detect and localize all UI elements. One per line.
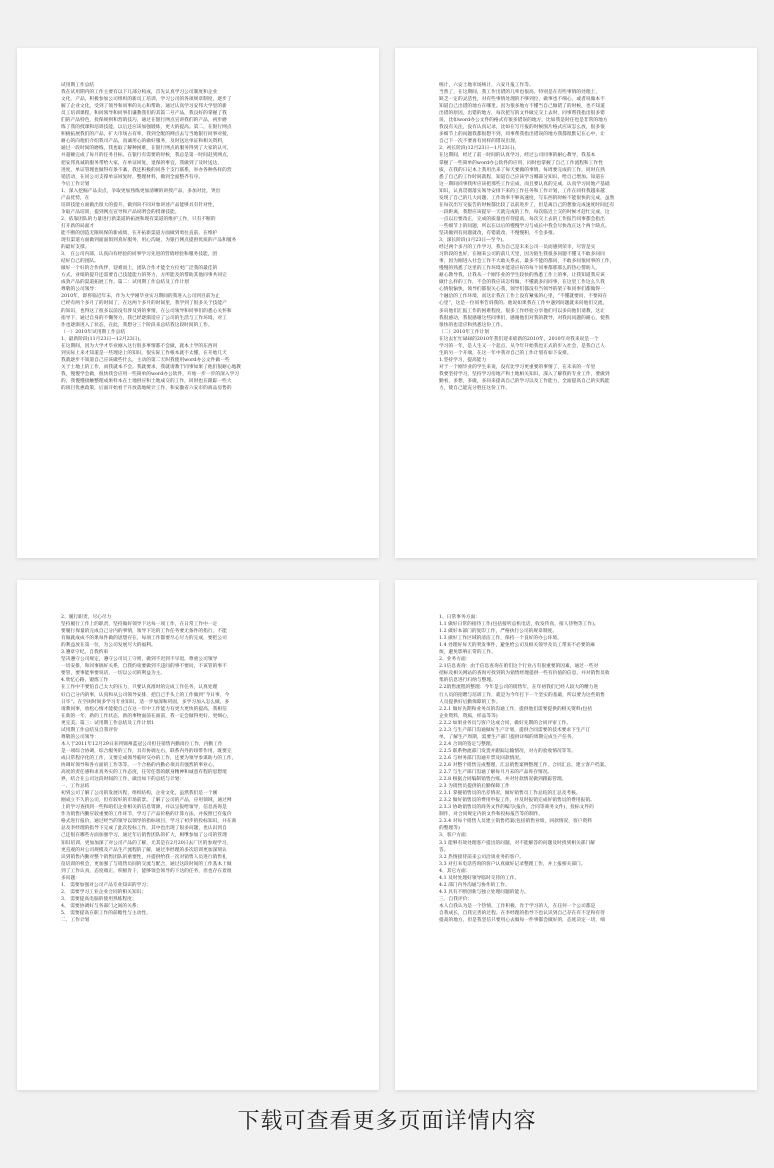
text-line: 现有渠道方面做到面面俱到真好服务，用心沟通，为银行网点提供优质的产品和服务 — [61, 238, 237, 244]
text-line: 做什么样的工作，不会的我应该怎样做，不懂就多问同事，在这里工作这么久我 — [439, 280, 605, 286]
text-line: 2、履行职责，尽心尽力 — [61, 615, 112, 620]
text-line: 3、 需要提高电脑的使用熟练程度； — [61, 896, 137, 902]
text-line: 今后工作计划 — [61, 181, 90, 187]
text-line: 3.3 对打来电话咨询的客户认真做好记录整理工作，并上报相关部门。 — [439, 861, 586, 867]
document-page-3 — [17, 580, 379, 1090]
text-line: 刚成立不久的公司，但有较好的市场前景。了解了公司的产品，应用领域，通过网 — [61, 798, 232, 804]
text-line: 仪培训的机会，更加强了与销售员间的交流与配合，通过这段时间的工作基本上做 — [61, 861, 232, 867]
text-line: 试用期工作总结及自我评价 — [61, 727, 118, 733]
text-line: 练了我的授课和培训技能，以后还应该加强锻炼，更大的提高。第二，在银行网点 — [61, 125, 232, 131]
text-line: 3、 在公司内部，认真向有经验的同事学习先进的营销经验和服务技能，团 — [61, 252, 218, 258]
text-line: 成效产品的渠道拓展工作。篇二：试用期工作总结及工作计划 — [61, 280, 189, 286]
text-line: 制作，对合同规定内的文件和投标报告等的制作。 — [439, 812, 544, 818]
text-line: 在新的一年，新的工作状态，新的事物面前在面前，我一定会做得更好，更细心， — [61, 713, 232, 719]
text-line: 4.1 及时处理好领导临时交待的工作。 — [439, 875, 520, 881]
text-line: 更直观的对公司规模及产品生产流程的了解，通过李经理的多次培训更加深刻认 — [61, 847, 227, 853]
text-line: 学习的一年，是人生又一个起点，从今年开始我也正式的步入社会，是我自己人 — [439, 343, 605, 349]
text-line: 3、深长阶段(1月23日—至今)。 — [439, 238, 507, 244]
text-line: 单，了解生产周期，需要生产部门提供详细的周期完成生产任务。 — [439, 734, 577, 740]
text-line: 坚持履行工作上的职责，坚持做好领导下达每一项工作，在日常工作中一定 — [61, 622, 218, 628]
text-line: 在这期间，经过了前一时间的认真学习，经过公司同事的耐心教导，我基本 — [439, 153, 596, 159]
text-line: 进度，单证管理也做得有条不紊，我还积极的同各个支行联系，举办各种各样的营 — [61, 167, 232, 173]
text-line: 结好自己的团队。 — [61, 259, 99, 265]
text-line: 人员提供好后勤保障的工作。 — [439, 699, 501, 705]
text-line: 悉了自己的工作时间就程，知道自己应该学习哪部分知识，给自己增加。知道在 — [439, 174, 605, 180]
text-line: 要管，要事能事要说话，一切以公司的利益为主。 — [61, 671, 166, 677]
text-line: 已经有两个多月了的时间了，在这两个多月的时间里，我学到了很多关于技能产 — [61, 301, 227, 307]
text-line: 4.欣忆心路，锻炼工作 — [61, 678, 109, 684]
text-line: 1.2 做好本部门的复印工作，严格执行公司的规章制度。 — [439, 629, 558, 635]
text-line: 4、其它方面： — [439, 868, 471, 874]
text-line: 我在试用期内的工作主要有以下几部分构成，首先认真学习公司制度和企业 — [61, 90, 218, 96]
text-line: 并超额完成了每月的任务目标，在银行有需要的时候，我总是第一时间赶到网点， — [61, 153, 232, 159]
text-line: 格式进行报价，通过经当的领导以领导的指标项目，学习了初步的投标知识，并在商 — [61, 819, 237, 825]
text-line: 在工作中不要怕自己太大的压力，只要认真准时的完成工作任务，认真处理 — [61, 685, 218, 691]
text-line: 我就逐步不知道自己应该做些什么，主动的第二天叫我使用word办公文件做一些 — [61, 357, 230, 363]
text-line: 关于土地上的工作，而我就本不会。我就要求，我就请教于同事如果了他们很耐心地教 — [61, 364, 242, 370]
text-line: 更完美。篇三：试用期工作总结及工作计划1 — [61, 720, 155, 726]
text-line: 3、客户方面： — [439, 833, 471, 839]
text-line: 产品优势，在 — [61, 195, 90, 201]
text-line: 高度的责任感和求真务实的工作态度，任劳任怨的献身精神和诚意有程的思想境 — [61, 770, 227, 776]
document-page-1 — [17, 48, 379, 558]
text-line: 尊敬的公司领导： — [61, 287, 99, 293]
text-line: 2.2.1 做好先期和业务员的沟通工作，提供他们需要提供的相关资料(包括 — [439, 706, 592, 712]
text-line: 生的另一个开端，在这一年中我对自己的工作计划有如下安排。 — [439, 350, 572, 356]
text-line: 我要坚持学习，坚持学习房地产和土地相关知识，深入了解我的专业工作，要做到 — [439, 371, 610, 377]
text-line: 招标及相关网站的查询可找到的为销售经理提供一些有价值的信息，并对销售员收 — [439, 671, 610, 677]
text-line: 这一期间同事我所应该把那些工作完成，而且要认真的完成，认真学习同地产基础 — [439, 181, 610, 187]
text-line: 1、最新阶段(11月23日—12月23日)。 — [61, 336, 145, 342]
text-line: 三、自我评价： — [439, 896, 473, 902]
text-line: 请教同事，放松心情才能使自己在这一年中工作能力有更大更快的提高，我相信 — [61, 706, 227, 712]
text-line: 答。 — [439, 847, 449, 853]
text-line: 我很感动，我很感谢这些同事们，感谢他们对我的教导，对我问问题的耐心，使我 — [439, 315, 610, 321]
text-line: 2、依靠团队的力量进行新渠道的拓展和现有渠道的维护工作，只有不断的 — [61, 216, 216, 222]
text-line: 很快的也适应和熟悉这份工作。 — [439, 322, 506, 328]
download-more-footer[interactable]: 下载可查看更多页面详情内容 — [237, 1109, 537, 1134]
text-line: 统计，六安土地市场统计，六安月报工作等。 — [439, 83, 534, 88]
text-line: 初到公司了解了公司的发展历程，组织结构，企业文化，虽然我们是一个刚 — [61, 791, 218, 797]
text-line: 本人自我认为是一个热情，工作积极，肯于学习的人，在任何一个公司都是 — [439, 903, 596, 909]
text-line: 员工培训课程，和同领导和同事们谦教我们的其篇二号产品，我良好的掌握了我 — [61, 111, 227, 117]
text-line: 能不断的创造无限锐保的新成绩，在开拓新渠道方面做到勇往直前，在维护 — [61, 230, 218, 236]
text-line: 2.3.2 做好销售员的费用申报工作，并及时报销完成好销售员的费用报销。 — [439, 798, 595, 804]
text-line: 1.3 做好工作区域的清洁工作，保持一个良好的办公环境。 — [439, 636, 562, 642]
text-line: 烦，避免影响正常的工作。 — [439, 650, 496, 656]
text-line: 指导下，通过自身的不懈努力，我已经逐渐适应了公司的生活与工作环境，对工 — [61, 315, 227, 321]
text-line: 协调好领导和各方面的工作等等。一个合格的内勤必须具有强烈的事业心， — [61, 762, 218, 768]
text-line: 2.1信息查询：由于信息查询在咱们这个行业占有很重要的因素，通过一些对 — [439, 664, 599, 670]
text-line: 1.1 做好日常的接待工作(包括接听总机电话，收发传真，接人待物等工作)。 — [439, 622, 599, 628]
text-line: 通过一段时间的磨练，我也取了解种困难，在银行网点的服务得到了大家的认可， — [61, 146, 232, 152]
text-line: 2.2.2 如果业务员与客户达成合同，做好先期的合同评审工作。 — [439, 720, 572, 726]
text-line: （一）2010年试用期工作总结 — [61, 329, 126, 335]
text-line: 界，结合在公司这段时间的工作，做出如下的总结与计划： — [61, 777, 185, 783]
text-line: 出错的原因，出错的地方，每次把写的文件做完交上去时，同事帮我指出很多错 — [439, 111, 605, 117]
text-line: 4、 需要协调好与各部门之间的关系； — [61, 903, 142, 909]
text-line: 1、日常事务方面： — [439, 615, 480, 620]
text-line: 2.2.6 与财务部门沟通开票及回款情况。 — [439, 755, 524, 761]
text-line: 2.2.6 对整个销售完成整理，汇总销售案例整理工作，合同汇总，建立客户档案。 — [439, 762, 610, 768]
text-line: 试用期工作总结 — [61, 83, 95, 88]
text-line: 作也逐渐进入了状态，在此，我想分三个阶段来总结我这段时间的工作。 — [61, 322, 213, 328]
text-line: 2.2.7 与生产部门沟通了解每月月末的产品库存情况。 — [439, 770, 553, 776]
text-line: 在这期间，因为大学才毕业刚入这行很多事情都不会做，就本土学的东西用 — [61, 343, 218, 349]
text-line: 在每次出写交报告的时候都比较了以前进步了，但是离自己的想象完成速度时间还有 — [439, 202, 615, 208]
text-line: 对于一个刚毕业的学生来说，没有比学习更重要的事情了，在未来的一年里 — [439, 364, 596, 370]
text-line: 经过两个多月的工作学习，我为自己是未来公司一员而感到荣幸，尽管是实 — [439, 245, 596, 251]
text-line: 2.2.8 根据合同编制销售台账。并对付款情况做到跟踪管理。 — [439, 777, 567, 783]
text-line: 缺乏一定的灵活性，对有些事情处理的不够到位，做事也不细心，或者说做本不 — [439, 97, 605, 103]
text-line: 成日常程序化的工作，又要完成领导临时交办的工作，还要为领导参谋助力的工作， — [61, 755, 237, 761]
text-line: 上的学习查找到一些和咱们企业相关的信息资源，并以呈报给领导，信息查询是 — [61, 805, 227, 811]
text-line: 2.3.4 对每个销售人员建立销售档案(包括销售业绩，回款情况，客户资料 — [439, 819, 592, 825]
text-line: 2.2.3 与生产部门沟通做好生产计划，提供合同需要的技术要求下生产订 — [439, 727, 591, 733]
text-line: 在这去忙忙碌碌的2010年我们迎来崭新的2010年，2010年对我来说是一个 — [439, 336, 599, 342]
text-line: 把安邦真诚的服务带给大家，在单证回复，退保的事宜，我做到了及时送达， — [61, 160, 223, 166]
text-line: 5、 需要提高在职工作的前瞻性与主动性。 — [61, 910, 151, 916]
text-line: 误，比如word办公文件的格式有很多错误的地方，比如我是时任也是非常的地方 — [439, 118, 608, 124]
text-line: 文化、产品，积极参加公司组织的新员工培训，学习公司的各项规章制度，逐步了 — [61, 97, 232, 103]
text-line: 是一项综合协调，综合服务的工作，具有协调左右，联系内外的纽带作用，既要完 — [61, 748, 232, 754]
text-line: 1.坚持学习，提高能力 — [439, 357, 487, 363]
text-line: 方式，业绩的提升还需要自己技能能力的努力，方所能及的帮助其他同事共同完 — [61, 273, 227, 279]
text-line: 我，慢慢学会做，很快我会应用一些简单的word办公软件，开始一步一步的深入学习 — [61, 371, 240, 377]
text-line: 坚决遵守公司规定，遵守公司员工守则，做到不迟到不早退，尊重公司领导 — [61, 657, 218, 663]
text-line: （二）2010年工作计划 — [439, 329, 490, 335]
text-line: 2、初长阶段(12月23日—1月23日)。 — [439, 146, 520, 152]
text-line: 们的产品特色，投保规则和营销技巧，通过在银行网点宣讲我们的产品，初步磨 — [61, 118, 227, 124]
text-line: 企业资料，资质，样品等等) — [439, 713, 498, 719]
text-line: 2.3.3 协助销售员的商务文件的编写(报价，合同等商务文件)，投标文件的 — [439, 805, 594, 811]
text-line: 掌握了一些简单的word办公软件的应用，同时也掌握了自己工作流程和工作性 — [439, 160, 603, 166]
document-page-4 — [395, 580, 757, 1090]
text-line: 的知识，也得这了很多以前没有涉及到的事情，在公司领导和同事们的悉心关怀和 — [61, 308, 232, 314]
text-line: 习阶段的也好，在刚来公司的前几天里，因为陌生我很多问题不懂又不敢多问同 — [439, 252, 605, 258]
text-line: 多向他们汇报工作的困难程度，很多工作经验分享他们可以多向他们请教，这让 — [439, 308, 605, 314]
text-line: 的利益放在第一位，为公司发展尽大的福利。 — [61, 643, 156, 649]
text-line: 一段距离，我想应该提早一天就完成的工作，每次临近上交的时候才赶忙完成，这 — [439, 209, 610, 215]
text-line: 2.3 为销售员提供的后勤保障工作 — [439, 784, 510, 790]
text-line: 培训技能方面做出很大的提升，做到向不同对象讲述产品能够具有针对性， — [61, 202, 218, 208]
text-line: 事，因为刚进入社会工作不大敢关系去，最多不能的都问，不敢多问很同事的工作， — [439, 259, 615, 265]
text-line: 本人于2011年12月29日来到锦州蓝冠公司担任销售内勤岗位工作，内勤工作 — [61, 741, 223, 747]
text-line: 的最好支撑。 — [61, 245, 90, 251]
text-line: 耐心的向他们介绍我司产品，真诚用心的做好服务，及时送达单证和相关资料， — [61, 139, 227, 145]
document-page-2 — [395, 48, 757, 558]
text-line: 日毕”。在空闲时间多学习专业知识，适一步加深和巩固，多学习加入怎么做，多 — [61, 699, 230, 705]
text-line: 3.遵章守纪，自我约束 — [61, 650, 109, 656]
text-line: 解了企业文化，受到了领导和同事的关心和帮助，通过认真学习安邦大学里的新 — [61, 104, 227, 110]
text-line: 的项目优惠政策，后面开始看于开放落地统计工作，和安徽省六安市的商品房售的 — [61, 386, 232, 392]
text-line: 识到销售内勤对整个销售团队的重要性，并提供给我一次对销售人员进行销售礼 — [61, 854, 227, 860]
text-line: 知识，认真贯彻落实领导安排下来的工作任务和工作计划，工作在同样我越来越 — [439, 188, 605, 194]
text-line: 多问题： — [61, 875, 80, 881]
text-line: 4.2 部门内外沟通与协作的工作。 — [439, 882, 510, 888]
text-line: 2.2销售流程的整理：今年是公司的销售年，在年初我们已经人较大的精力进 — [439, 685, 599, 691]
text-line: 要履行保量的完成自己分内的事情，领导下达的工作任务要无条件的指行，不能 — [61, 629, 227, 635]
text-line: 2.2.4 合同的签定与整理。 — [439, 741, 496, 747]
text-line: 2、业务方面： — [439, 657, 471, 663]
text-line: 4.3 具有不断创新与独立处理问题的能力。 — [439, 889, 529, 895]
text-line: 心里”，这是一位同事告诉我的。他说如果我在工作中遇到问题就来问他们交流， — [439, 301, 608, 307]
text-line: 总及李经理的指导下完成了此次投标工作，其中也出现了很多问题，也认识到自 — [61, 826, 227, 832]
text-line: 一切安排，和同事搞好关系，自我约束要做到不违问的事不要问，不该管的事不 — [61, 664, 227, 670]
text-line: 一、工作总结 — [61, 784, 90, 790]
text-line: 尊敬的公司领导： — [61, 734, 99, 740]
text-line: 2.2.5 联系物流部门发货并跟踪运输情况，对方的验收情况等等。 — [439, 748, 576, 754]
text-line: 作为销售内勤应较重要的工作环节，学习了产品价格的计算方法，并按照已有报价 — [61, 812, 232, 818]
text-line: 当然了，在这期间，我工作出错的几率也很高，特别是在有些事情的处理上， — [439, 90, 601, 96]
text-line: 二、工作计划 — [61, 918, 90, 924]
text-line: 行人员的招聘与培训工作，就是为今年打下一个坚实的基础，所以要为这些销售 — [439, 692, 605, 698]
text-line: 1.4 处理好每天的突发事件，避免给公司及相关领导及员工带来不必要的麻 — [439, 643, 596, 649]
text-line: 自己下一次不要再有同样的错误出现。 — [439, 139, 520, 145]
text-line: 的，我慢慢接触整理成果样本在土地供应和土地成交的工作，同时也在跟踪一些大 — [61, 378, 232, 384]
text-line: 3.1 能够有效处理客户提出的问题，对不能解答的问题及时找到相关部门解 — [439, 840, 596, 846]
text-line: 耐心教导我，让我从一个刚毕业的学生较快的熟悉工作上的事，让我知道我应该 — [439, 273, 605, 279]
text-line: 心情很愉快，领导们都很关心我，领导们都没有当领导的架子和同事们都做得一 — [439, 287, 605, 293]
text-line: 慢慢的熟悉了这里的工作环境并能适应好的每个同事都那那么的热心帮助人， — [439, 266, 601, 272]
text-line: 有做就成成不的果每件做的思想存在，每项工作都要尽心尽力的完成，要把公司 — [61, 636, 227, 642]
text-line: 到了工作认真，态度端正，积极肯干，能够领会领导的下达的任务，但也存在着很 — [61, 868, 232, 874]
text-line: 好自己分内的事，认真和从公司领导安排，把自己手头上的工作做到“今日事，今 — [61, 692, 230, 698]
text-line: 1、 需要加强对公司产品专业知识的学习； — [61, 882, 151, 888]
text-line: 一点以后要改正，完成的质量也有待提高，每次交上去的工作报告同事都会指出 — [439, 216, 605, 222]
text-line: 2、 需要学习工业企业合同的相关知识； — [61, 889, 147, 895]
text-line: 集的信息进行归纳与整理。 — [439, 678, 496, 684]
text-line: 1、深入挖掘产品卖点，争取更加熟练更加清晰的讲授产品，多加对比，突出 — [61, 188, 221, 194]
text-line: 打开新的局面才 — [61, 223, 95, 229]
text-line: 我没有关注，没有认真记录，比如在写月报的时候图片格式应该怎么放，很多很 — [439, 125, 605, 131]
text-line: 做好一个好的合作伙伴，迎难而上，团队合作才能全方位更广泛我的最佳的 — [61, 266, 218, 272]
text-line: 到实际上来才知道是一些理论上的知识，很实际工作根本就不太懂，在开始几天 — [61, 350, 227, 356]
text-line: 销活动，在同公司支撑单证回复时，整理材料，做到全面整齐有序。 — [61, 174, 204, 180]
text-line: 知道自己出错的地方在哪里。因为很多地方不懂当自己做错了的时候，也不知道 — [439, 104, 605, 110]
text-line: 多细节上的问题我都很想不到，同事帮我指出错误的地方我都很默记在心中，让 — [439, 132, 605, 138]
text-line: 勤看，多想，多做，多问来提高自己的学习以及工作能力，全面提高自己的实践能 — [439, 378, 610, 384]
text-line: 己还很在哪些方面加强学习，通过年后销售团队的扩大，相继参加了公司的管理 — [61, 833, 227, 839]
text-line: 争取产品培训，提到网点宣导和产品说明会的授课技能。 — [61, 209, 180, 215]
text-line: 2.3.1 掌握销售员的出差情况，做好销售员工作总结的汇总及考核。 — [439, 791, 581, 797]
text-line: 3.2 热情接待前来公司洽谈业务的客户。 — [439, 854, 524, 860]
text-line: 坚决做到有问题就改，有错就改，不慢慢积，不会多推。 — [439, 230, 558, 236]
text-line: 的整理等) — [439, 826, 460, 832]
text-line: 力，使自己能充分胜任这份工作。 — [439, 386, 511, 392]
text-line: 2010年，即将临近年末，作为大学刚毕业实习期间的我进入公司到目前为止 — [61, 294, 220, 300]
text-line: 一些细节上的问题，所以在以后的慢慢学习与成长中我会尽快改正这个两个缺点。 — [439, 223, 610, 229]
text-line: 知识培训，更加加深了对公司产品的了解，尤其是在2月20日去厂区的参观学习， — [61, 840, 232, 846]
text-line: 发现了自己的几大问题，工作效率不够高速度，写东西的时候不能很快的完成，虽然 — [439, 195, 615, 201]
text-line: 积极拓展我们的产品，扩大市场占有率，我到全配的网点去与当地银行同事对接， — [61, 132, 232, 138]
text-line: 自我成长，自我完善的过程。在李经理的指导下也认识到自己存在有不足和有待 — [439, 910, 605, 916]
text-line: 提高的地方，但是我坚信只要用心去做每一件事都会做好的，态度决定一切，细 — [439, 918, 605, 924]
text-line: 质，在我的日记本上我用出来了每天要做的事情，每周要完成的工作，同时在熟 — [439, 167, 605, 173]
text-line: 个融洽的工作环境，而这让我在工作上没有紧张的心里，“不懂就要问，不要闷在 — [439, 294, 608, 300]
